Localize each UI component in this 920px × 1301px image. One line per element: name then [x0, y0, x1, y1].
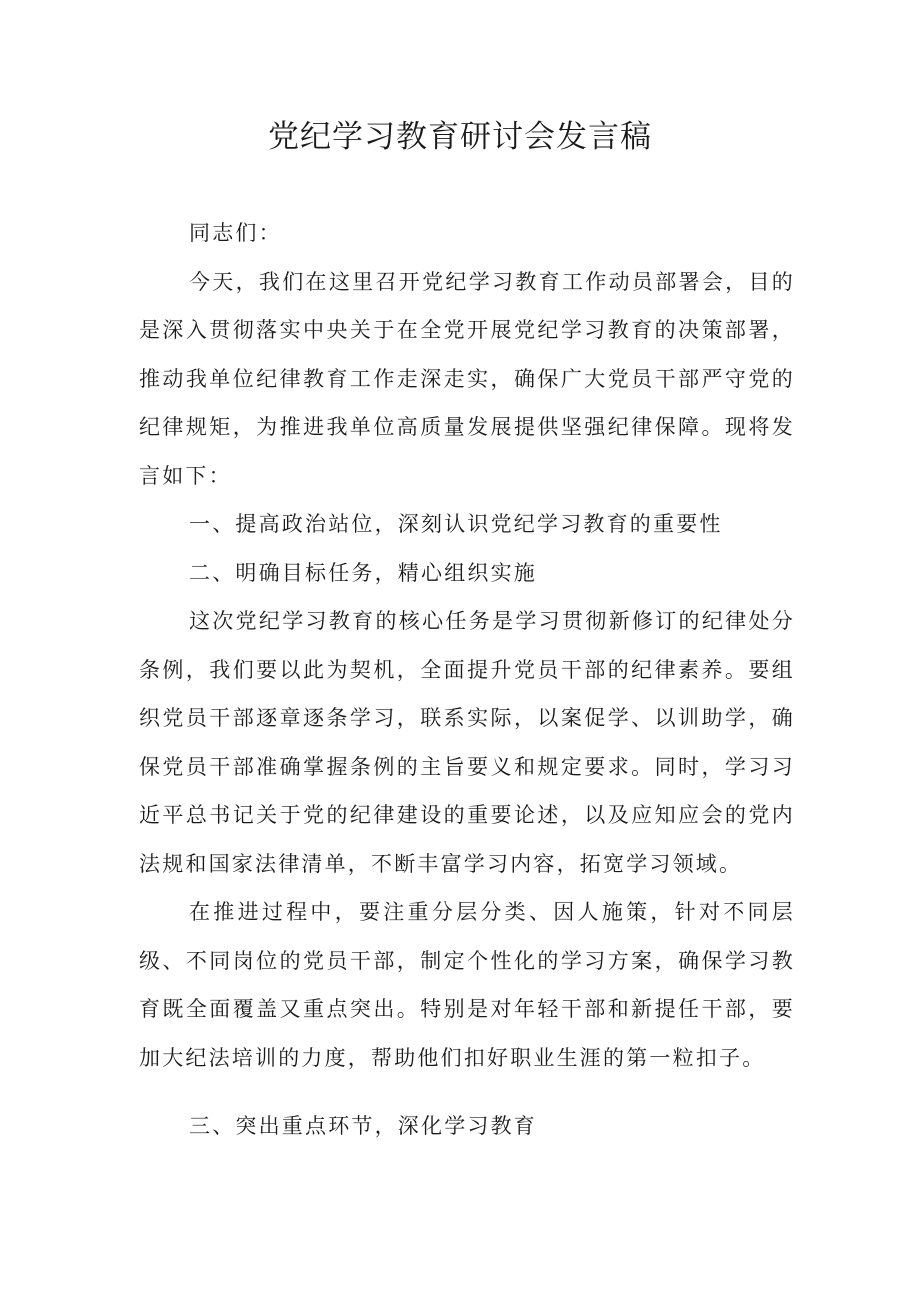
section-heading-1: 一、提高政治站位，深刻认识党纪学习教育的重要性: [189, 512, 723, 536]
intro-paragraph: 今天，我们在这里召开党纪学习教育工作动员部署会，目的是深入贯彻落实中央关于在全党开展党纪学习教育的决策部署，推动我单位纪律教育工作走深走实，确保广大党员干部严守党的纪律规矩，为推进我单位高质量发展提供坚强纪律保障。现将发言如下：: [139, 269, 795, 488]
body-paragraph: 这次党纪学习教育的核心任务是学习贯彻新修订的纪律处分条例，我们要以此为契机，全面提升党员干部的纪律素养。要组织党员干部逐章逐条学习，联系实际，以案促学、以训助学，确保党员干部准确掌握条例的主旨要义和规定要求。同时，学习习近平总书记关于党的纪律建设的重要论述，以及应知应会的党内法规和国家法律清单，不断丰富学习内容，拓宽学习领域。: [139, 609, 795, 876]
body-paragraph: 在推进过程中，要注重分层分类、因人施策，针对不同层级、不同岗位的党员干部，制定个性化的学习方案，确保学习教育既全面覆盖又重点突出。特别是对年轻干部和新提任干部，要加大纪法培训的力度，帮助他们扣好职业生涯的第一粒扣子。: [139, 900, 795, 1070]
document-body: [139, 209, 795, 1151]
salutation: 同志们：: [189, 221, 282, 245]
section-heading-2: 二、明确目标任务，精心组织实施: [189, 560, 537, 585]
section-heading-3: 三、突出重点环节，深化学习教育: [189, 1114, 537, 1138]
document-title: 党纪学习教育研讨会发言稿: [268, 119, 652, 155]
